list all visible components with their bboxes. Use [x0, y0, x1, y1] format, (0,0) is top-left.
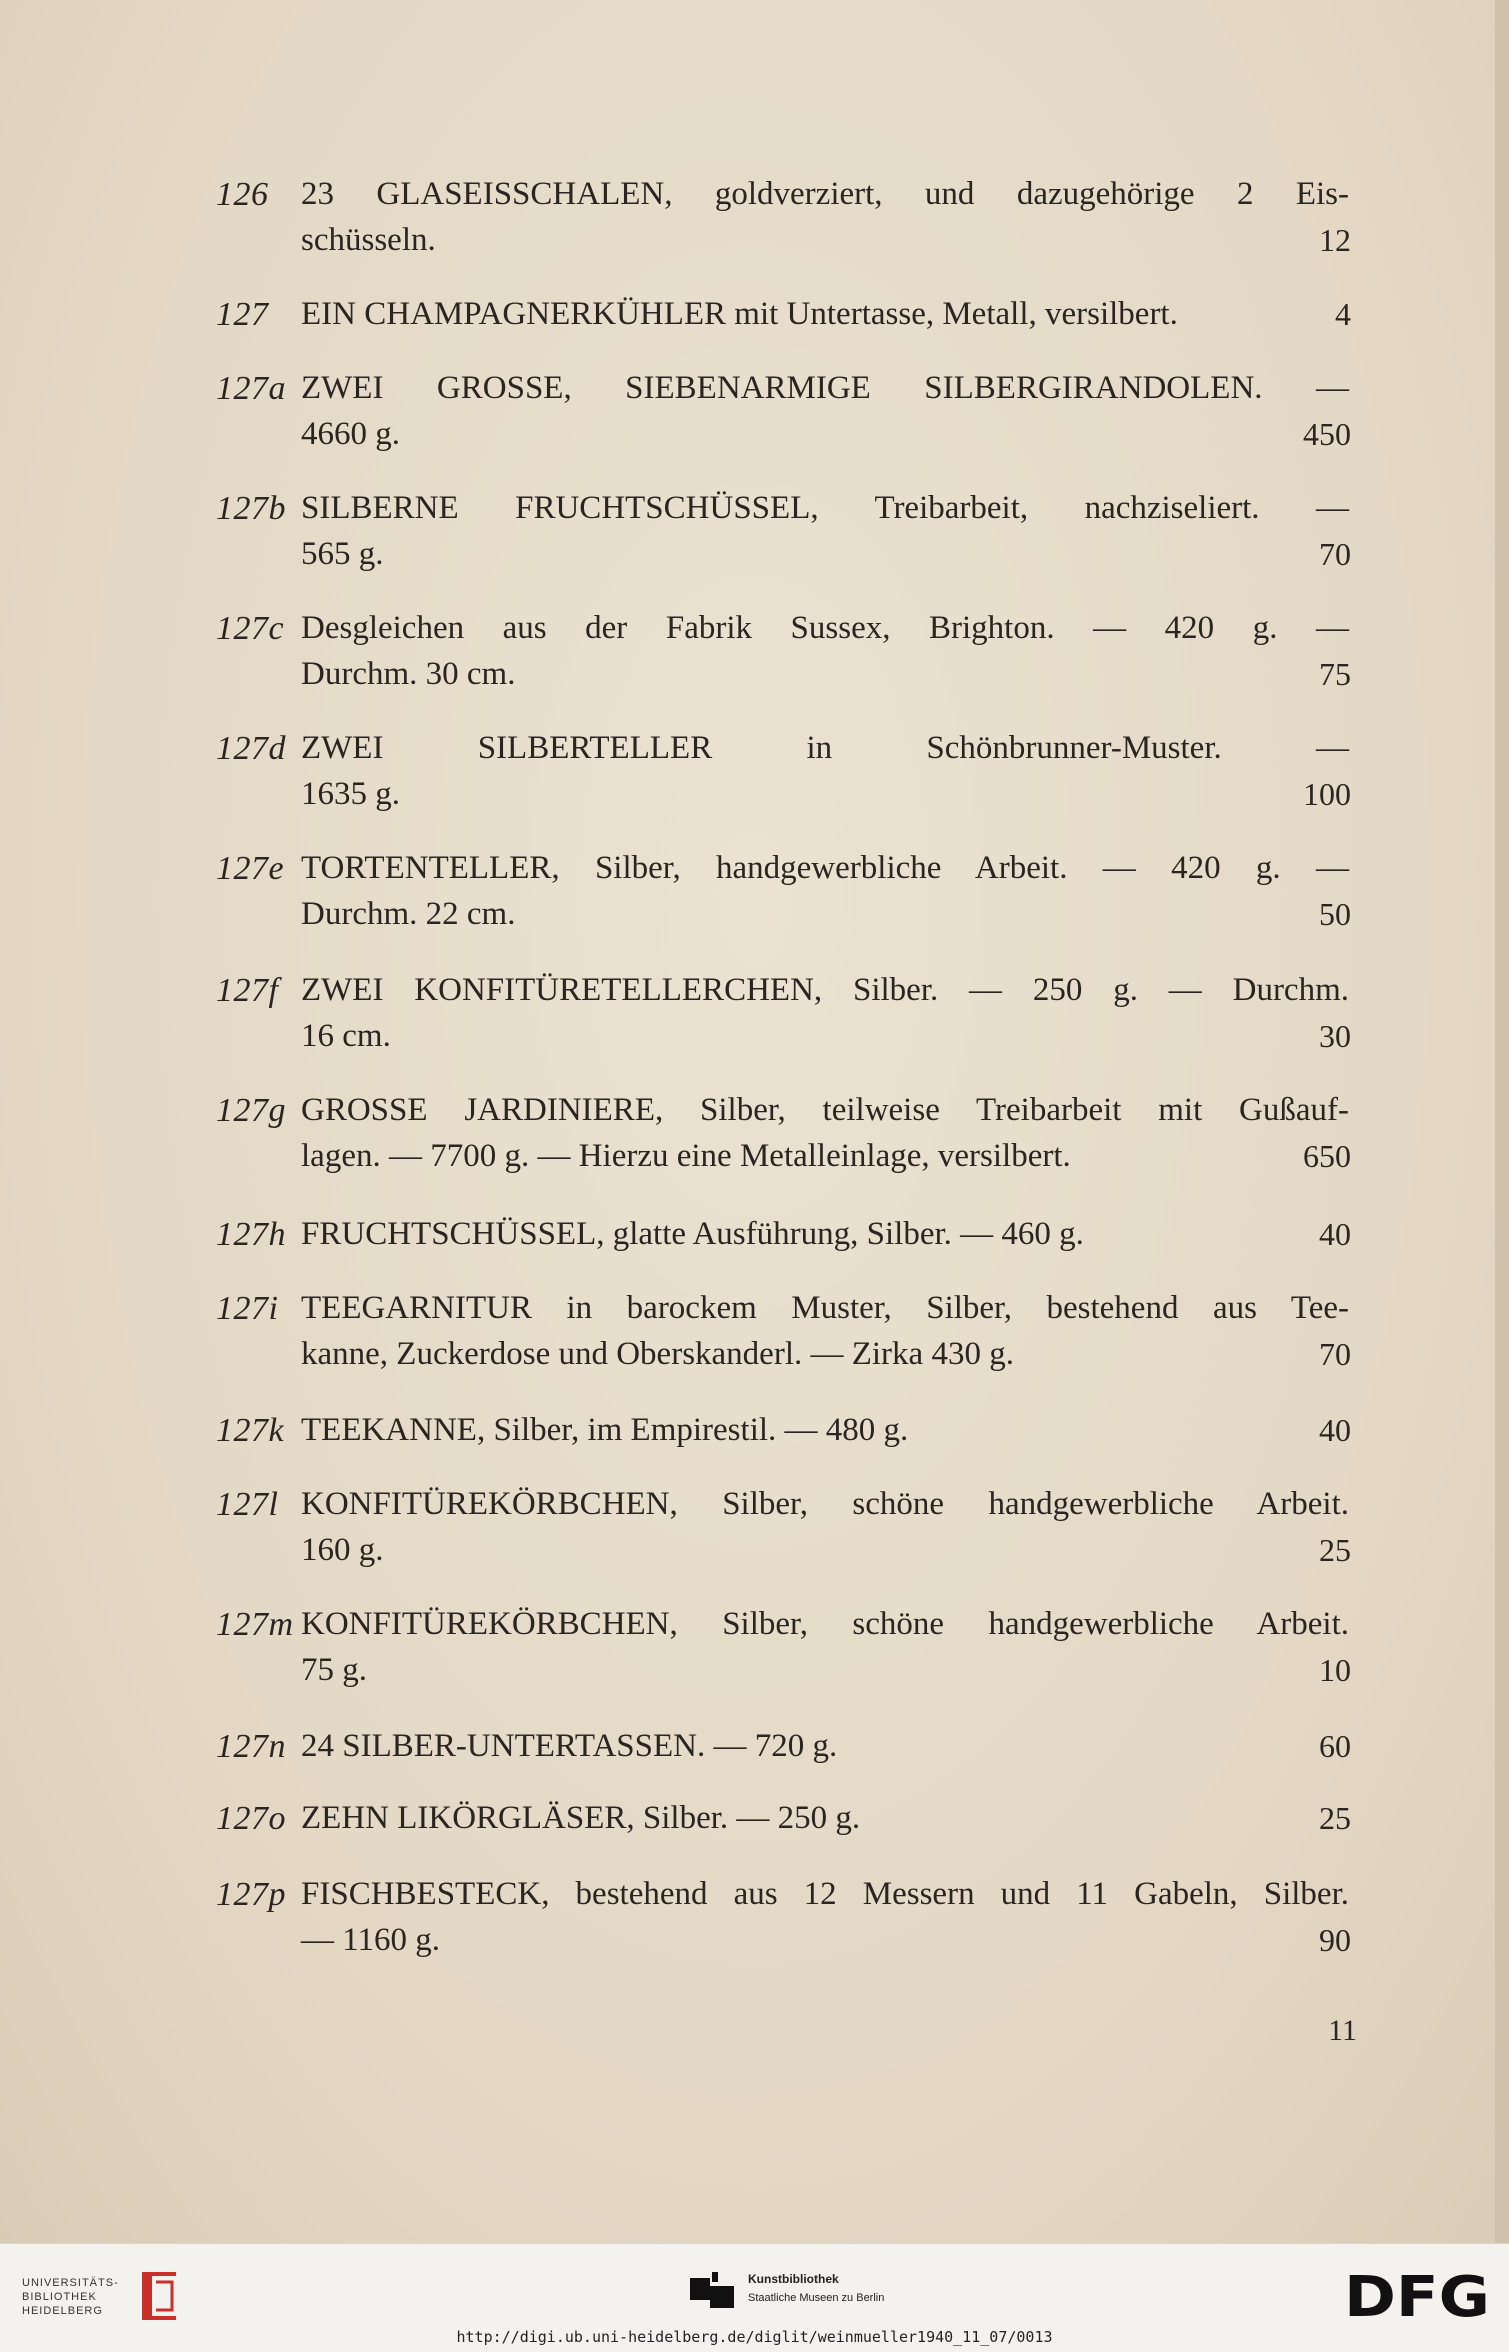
lot-number: 127f [216, 972, 279, 1009]
lot-price: 10 [1319, 1652, 1351, 1688]
lot-description-line-2: 160 g. [301, 1532, 384, 1568]
lot-number: 127h [216, 1216, 286, 1253]
lot-description-line-1: 23 GLASEISSCHALEN, goldverziert, und dazugehörige 2 Eis- [301, 176, 1349, 212]
lot-price: 100 [1303, 776, 1351, 812]
page-number: 11 [1328, 2014, 1357, 2047]
lot-description-line-1: TEEGARNITUR in barockem Muster, Silber, bestehend aus Tee- [301, 1290, 1349, 1326]
lot-description-line-2: kanne, Zuckerdose und Oberskanderl. — Zirka 430 g. [301, 1336, 1014, 1372]
page-edge [1495, 0, 1509, 2243]
lot-price: 70 [1319, 536, 1351, 572]
uni-line-2: BIBLIOTHEK [22, 2291, 97, 2303]
university-mark-icon [138, 2266, 180, 2326]
lot-description-line-1: 24 SILBER-UNTERTASSEN. — 720 g. [301, 1728, 838, 1764]
source-url[interactable]: http://digi.ub.uni-heidelberg.de/diglit/weinmueller1940_11_07/0013 [456, 2328, 1053, 2346]
lot-number: 127d [216, 730, 286, 767]
lot-number: 127k [216, 1412, 285, 1449]
lot-price: 25 [1319, 1800, 1351, 1836]
lot-price: 650 [1303, 1138, 1351, 1174]
lot-number: 127a [216, 370, 286, 407]
lot-price: 40 [1319, 1412, 1351, 1448]
lot-description-line-2: — 1160 g. [301, 1922, 441, 1958]
lot-price: 25 [1319, 1532, 1351, 1568]
kb-title: Kunstbibliothek [748, 2272, 839, 2286]
lot-description-line-1: FRUCHTSCHÜSSEL, glatte Ausführung, Silber. — 460 g. [301, 1216, 1084, 1252]
kunstbibliothek-label[interactable] [748, 2272, 884, 2304]
lot-price: 60 [1319, 1728, 1351, 1764]
lot-description-line-2: Durchm. 30 cm. [301, 656, 516, 692]
lot-description-line-1: KONFITÜREKÖRBCHEN, Silber, schöne handgewerbliche Arbeit. [301, 1486, 1349, 1522]
lot-number: 127 [216, 296, 269, 333]
lot-price: 40 [1319, 1216, 1351, 1252]
lot-number: 127e [216, 850, 285, 887]
lot-price: 70 [1319, 1336, 1351, 1372]
lot-price: 90 [1319, 1922, 1351, 1958]
lot-description-line-2: Durchm. 22 cm. [301, 896, 516, 932]
university-library-logo[interactable] [22, 2276, 119, 2318]
lot-description-line-2: 16 cm. [301, 1018, 391, 1054]
lot-description-line-1: ZWEI SILBERTELLER in Schönbrunner-Muster. — [301, 730, 1349, 766]
lot-description-line-2: schüsseln. [301, 222, 436, 258]
lot-description-line-2: 4660 g. [301, 416, 400, 452]
lot-price: 4 [1335, 296, 1351, 332]
lot-description-line-1: TORTENTELLER, Silber, handgewerbliche Arbeit. — 420 g. — [301, 850, 1349, 886]
svg-text:DFG: DFG [1344, 2265, 1490, 2324]
lot-number: 127n [216, 1728, 286, 1765]
lot-number: 127b [216, 490, 286, 527]
lot-description-line-2: 1635 g. [301, 776, 400, 812]
dfg-logo-icon[interactable] [1344, 2264, 1494, 2324]
lot-number: 127p [216, 1876, 286, 1913]
lot-number: 126 [216, 176, 269, 213]
footer-bar [0, 2243, 1509, 2352]
uni-line-1: UNIVERSITÄTS- [22, 2277, 119, 2289]
lot-number: 127l [216, 1486, 279, 1523]
lot-number: 127g [216, 1092, 286, 1129]
lot-description-line-1: Desgleichen aus der Fabrik Sussex, Brighton. — 420 g. — [301, 610, 1349, 646]
lot-price: 30 [1319, 1018, 1351, 1054]
kunstbibliothek-logo-icon [688, 2268, 736, 2318]
lot-price: 50 [1319, 896, 1351, 932]
lot-description-line-1: ZWEI GROSSE, SIEBENARMIGE SILBERGIRANDOLEN. — [301, 370, 1349, 406]
lot-number: 127c [216, 610, 285, 647]
lot-description-line-2: 565 g. [301, 536, 384, 572]
lot-number: 127m [216, 1606, 294, 1643]
lot-number: 127i [216, 1290, 279, 1327]
lot-number: 127o [216, 1800, 286, 1837]
uni-line-3: HEIDELBERG [22, 2305, 103, 2317]
lot-price: 75 [1319, 656, 1351, 692]
lot-description-line-1: ZWEI KONFITÜRETELLERCHEN, Silber. — 250 g. — Durchm. [301, 972, 1349, 1008]
lot-description-line-1: ZEHN LIKÖRGLÄSER, Silber. — 250 g. [301, 1800, 861, 1836]
lot-description-line-1: GROSSE JARDINIERE, Silber, teilweise Treibarbeit mit Gußauf- [301, 1092, 1349, 1128]
lot-description-line-1: TEEKANNE, Silber, im Empirestil. — 480 g. [301, 1412, 909, 1448]
lot-price: 450 [1303, 416, 1351, 452]
lot-price: 12 [1319, 222, 1351, 258]
lot-description-line-1: KONFITÜREKÖRBCHEN, Silber, schöne handgewerbliche Arbeit. [301, 1606, 1349, 1642]
lot-description-line-1: FISCHBESTECK, bestehend aus 12 Messern und 11 Gabeln, Silber. [301, 1876, 1349, 1912]
kb-subtitle: Staatliche Museen zu Berlin [748, 2292, 885, 2304]
lot-description-line-1: EIN CHAMPAGNERKÜHLER mit Untertasse, Metall, versilbert. [301, 296, 1178, 332]
lot-description-line-2: 75 g. [301, 1652, 367, 1688]
lot-description-line-2: lagen. — 7700 g. — Hierzu eine Metalleinlage, versilbert. [301, 1138, 1071, 1174]
lot-description-line-1: SILBERNE FRUCHTSCHÜSSEL, Treibarbeit, nachziseliert. — [301, 490, 1349, 526]
